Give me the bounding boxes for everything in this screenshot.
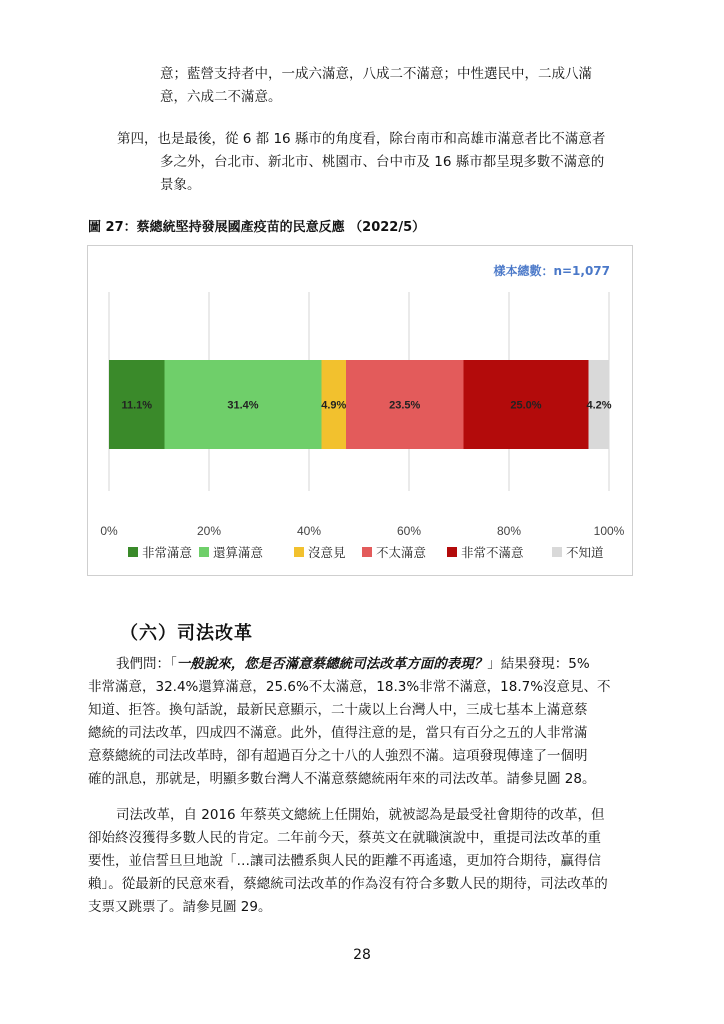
legend-label: 沒意見 (308, 545, 346, 560)
sample-size-label: 樣本總數：n=1,077 (493, 264, 610, 278)
paragraph-3 (88, 653, 648, 791)
paragraph-line: 景象。 (160, 177, 201, 193)
legend-swatch (294, 547, 304, 557)
bar-value-label: 11.1% (121, 399, 153, 412)
legend-label: 非常不滿意 (461, 545, 524, 560)
paragraph-line (88, 653, 648, 676)
paragraph-line: 卻始終沒獲得多數人民的肯定。二年前今天，蔡英文在就職演說中，重提司法改革的重 (88, 830, 601, 846)
chart-container (87, 245, 633, 576)
x-tick-label: 0% (100, 524, 118, 538)
paragraph-line: 多之外，台北市、新北市、桃園市、台中市及 16 縣市都呈現多數不滿意的 (160, 154, 605, 170)
legend-label: 不知道 (566, 545, 604, 560)
bar-value-label: 23.5% (389, 399, 421, 412)
paragraph-1 (160, 63, 592, 109)
legend-label: 非常滿意 (142, 545, 193, 560)
x-tick-label: 100% (593, 524, 625, 538)
result-text: 」結果發現：5% (487, 656, 590, 672)
bar-value-label: 4.9% (321, 399, 347, 412)
paragraph-line: 司法改革，自 2016 年蔡英文總統上任開始，就被認為是最受社會期待的改革，但 (116, 807, 605, 823)
bar-value-label: 25.0% (510, 399, 542, 412)
legend-swatch (199, 547, 209, 557)
paragraph-line: 總統的司法改革，四成四不滿意。此外，值得注意的是，當只有百分之五的人非常滿 (88, 725, 588, 741)
paragraph-line: 確的訊息，那就是，明顯多數台灣人不滿意蔡總統兩年來的司法改革。請參見圖 28。 (88, 771, 596, 787)
paragraph-line: 意，六成二不滿意。 (160, 89, 282, 105)
x-axis-ticks (100, 524, 624, 538)
section-title: （六）司法改革 (120, 623, 253, 644)
paragraph-line: 知道、拒答。換句話說，最新民意顯示，二十歲以上台灣人中，三成七基本上滿意蔡 (88, 702, 588, 718)
x-tick-label: 80% (496, 524, 522, 538)
paragraph-line: 要性，並信誓旦旦地說「…讓司法體系與人民的距離不再遙遠，更加符合期待，贏得信 (88, 853, 601, 869)
paragraph-line: 意；藍營支持者中，一成六滿意，八成二不滿意；中性選民中，二成八滿 (160, 66, 592, 82)
x-tick-label: 20% (196, 524, 222, 538)
legend-swatch (128, 547, 138, 557)
x-tick-label: 40% (296, 524, 322, 538)
figure-title: 圖 27：蔡總統堅持發展國產疫苗的民意反應 （2022/5） (88, 220, 426, 235)
legend (128, 545, 604, 560)
paragraph-line: 第四，也是最後，從 6 都 16 縣市的角度看，除台南市和高雄市滿意者比不滿意者 (117, 131, 606, 147)
legend-swatch (552, 547, 562, 557)
legend-swatch (447, 547, 457, 557)
paragraph-line: 意蔡總統的司法改革時，卻有超過百分之十八的人強烈不滿。這項發現傳達了一個明 (88, 748, 588, 764)
paragraph-line: 賴」。從最新的民意來看，蔡總統司法改革的作為沒有符合多數人民的期待，司法改革的 (88, 876, 608, 892)
legend-label: 還算滿意 (213, 545, 264, 560)
bar-value-label: 4.2% (586, 399, 612, 412)
paragraph-line: 支票又跳票了。請參見圖 29。 (88, 899, 272, 915)
lead-text: 我們問：「 (116, 656, 177, 672)
page-number: 28 (353, 947, 371, 963)
legend-swatch (362, 547, 372, 557)
paragraph-line: 非常滿意，32.4%還算滿意，25.6%不太滿意，18.3%非常不滿意，18.7%沒意見、不 (88, 679, 611, 695)
survey-question: 一般說來，您是否滿意蔡總統司法改革方面的表現？ (176, 656, 488, 672)
legend-label: 不太滿意 (376, 545, 427, 560)
stacked-bar-chart (88, 246, 632, 575)
paragraph-2 (117, 128, 605, 197)
bar-value-label: 31.4% (227, 399, 259, 412)
paragraph-4 (88, 804, 648, 919)
x-tick-label: 60% (396, 524, 422, 538)
